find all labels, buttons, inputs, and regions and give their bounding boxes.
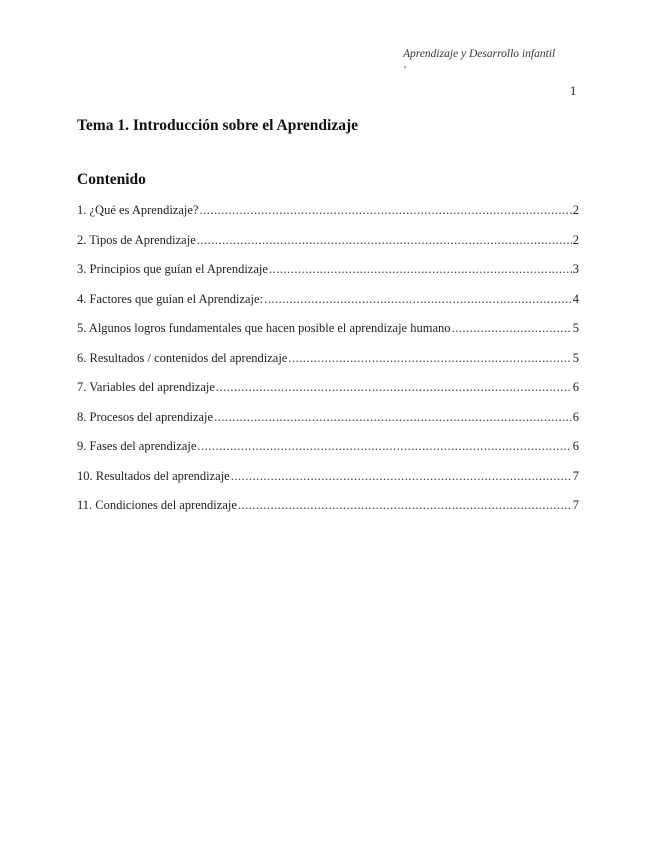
toc-dot-leader — [216, 380, 572, 395]
page-number: 1 — [570, 84, 577, 98]
toc-entry-label: 1. ¿Qué es Aprendizaje? — [77, 203, 199, 217]
toc-entry-1[interactable] — [77, 203, 579, 233]
header-mark: ' — [404, 64, 406, 76]
toc-entry-page: 5 — [572, 321, 579, 335]
toc-entry-label: 8. Procesos del aprendizaje — [77, 409, 214, 424]
toc-entry-label: 2. Tipos de Aprendizaje — [77, 232, 196, 247]
toc-entry-2[interactable] — [77, 233, 579, 263]
toc-dot-leader — [231, 469, 572, 484]
toc-entry-8[interactable] — [77, 410, 579, 440]
toc-entry-page: 5 — [572, 350, 579, 365]
toc-entry-page: 4 — [572, 291, 579, 306]
toc-entry-page: 2 — [572, 232, 579, 247]
toc-entry-4[interactable] — [77, 292, 579, 322]
toc-entry-page: 6 — [572, 409, 579, 424]
toc-dot-leader — [238, 498, 572, 513]
toc-dot-leader — [288, 351, 571, 366]
table-of-contents — [77, 203, 579, 528]
toc-entry-label: 4. Factores que guían el Aprendizaje: — [77, 291, 264, 306]
toc-entry-page: 6 — [572, 439, 579, 453]
toc-entry-3[interactable] — [77, 262, 579, 292]
toc-entry-label: 11. Condiciones del aprendizaje — [77, 498, 237, 512]
toc-entry-page: 7 — [572, 468, 579, 483]
toc-entry-page: 3 — [572, 262, 579, 276]
toc-dot-leader — [214, 410, 572, 425]
toc-dot-leader — [269, 262, 572, 277]
toc-entry-5[interactable] — [77, 321, 579, 351]
toc-heading: Contenido — [77, 171, 146, 188]
toc-entry-label: 10. Resultados del aprendizaje — [77, 468, 230, 483]
toc-entry-label: 7. Variables del aprendizaje — [77, 380, 215, 394]
toc-entry-9[interactable] — [77, 439, 579, 469]
toc-dot-leader — [264, 292, 572, 307]
toc-entry-label: 5. Algunos logros fundamentales que hacen posible el aprendizaje humano — [77, 321, 451, 335]
toc-entry-page: 6 — [572, 380, 579, 394]
toc-entry-page: 7 — [572, 498, 579, 512]
toc-dot-leader — [199, 203, 571, 218]
toc-entry-label: 9. Fases del aprendizaje — [77, 439, 197, 453]
toc-entry-10[interactable] — [77, 469, 579, 499]
toc-entry-11[interactable] — [77, 498, 579, 528]
toc-entry-6[interactable] — [77, 351, 579, 381]
toc-entry-7[interactable] — [77, 380, 579, 410]
toc-entry-label: 6. Resultados / contenidos del aprendizaje — [77, 350, 288, 365]
toc-dot-leader — [452, 321, 572, 336]
toc-entry-page: 2 — [572, 203, 579, 217]
running-header: Aprendizaje y Desarrollo infantil — [403, 48, 556, 60]
toc-dot-leader — [197, 439, 571, 454]
toc-dot-leader — [197, 233, 572, 248]
document-title: Tema 1. Introducción sobre el Aprendizaje — [77, 117, 359, 134]
toc-entry-label: 3. Principios que guían el Aprendizaje — [77, 262, 268, 276]
